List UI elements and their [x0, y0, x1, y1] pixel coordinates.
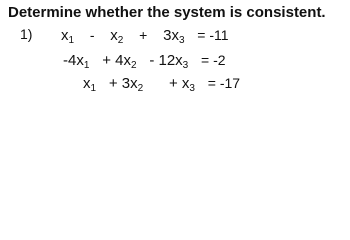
equation-1 [61, 25, 229, 47]
rhs: = -2 [201, 52, 226, 68]
term: x [83, 75, 91, 92]
term: + 3x [108, 75, 138, 92]
subscript: 1 [68, 35, 75, 46]
rhs: = -17 [207, 75, 241, 91]
equation-3 [83, 73, 240, 95]
term: x [110, 27, 118, 44]
term: x [61, 27, 69, 44]
subscript: 3 [182, 60, 189, 71]
term: - 12x [149, 52, 183, 69]
operator: + [139, 27, 148, 43]
subscript: 1 [83, 60, 90, 71]
subscript: 3 [178, 35, 185, 46]
subscript: 2 [130, 60, 137, 71]
instruction-heading: Determine whether the system is consistent. [8, 4, 326, 21]
problem-number: 1) [20, 26, 33, 42]
subscript: 2 [117, 35, 124, 46]
worksheet-snippet [0, 0, 350, 110]
term: + x [168, 75, 190, 92]
term: -4x [63, 52, 84, 69]
subscript: 2 [137, 83, 144, 94]
operator: - [89, 27, 95, 43]
rhs: = -11 [197, 27, 229, 43]
subscript: 1 [90, 83, 97, 94]
term: 3x [163, 27, 179, 44]
subscript: 3 [189, 83, 195, 94]
term: + 4x [102, 52, 131, 69]
equation-2 [63, 50, 226, 72]
